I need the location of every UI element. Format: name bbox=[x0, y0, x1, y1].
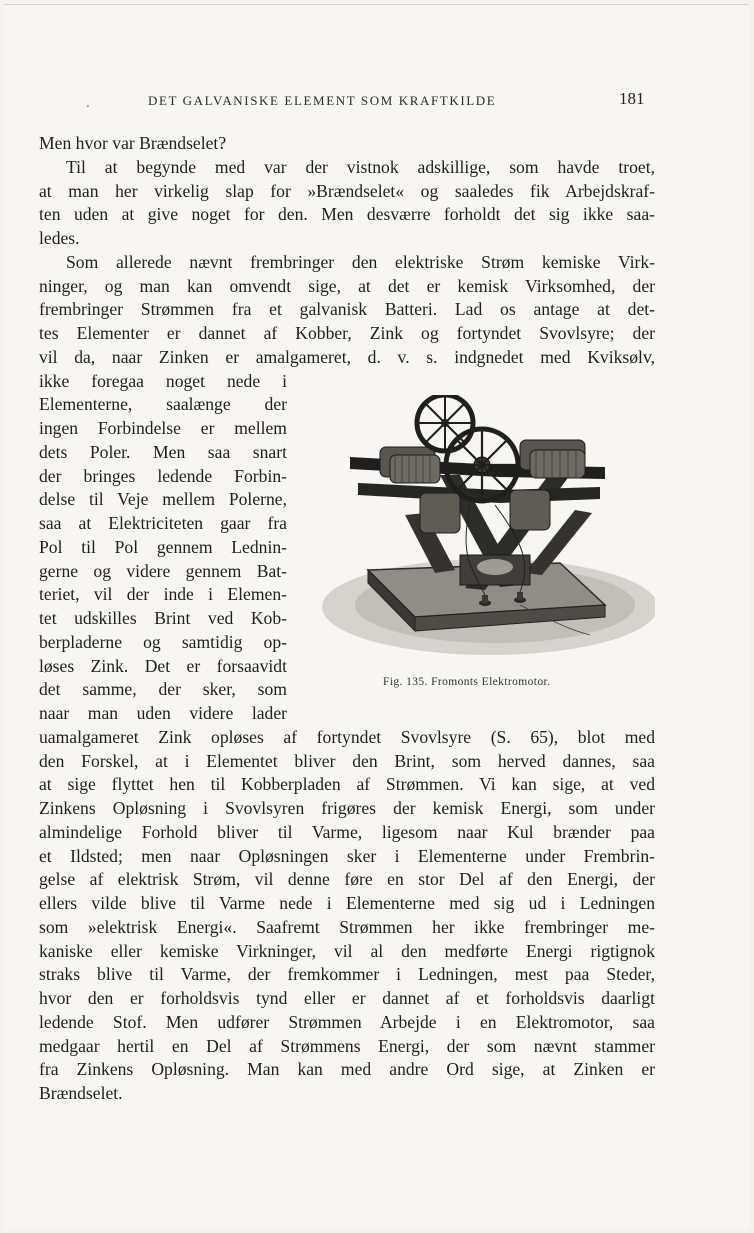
text-line: Som allerede nævnt frembringer den elektriske Strøm kemiske Virk- bbox=[66, 251, 655, 272]
text-line: saa at Elektriciteten gaar fra bbox=[39, 513, 287, 533]
text-line: naar man uden videre lader bbox=[39, 703, 287, 723]
page-number: 181 bbox=[619, 89, 645, 108]
text-line: ledes. bbox=[39, 228, 80, 248]
text-line: der bringes ledende Forbin- bbox=[39, 465, 287, 486]
text-line: gelse af elektrisk Strøm, vil denne føre en stor Del af den Energi, der bbox=[39, 869, 655, 890]
electromotor-illustration bbox=[320, 395, 655, 665]
text-line: Til at begynde med var der vistnok adskillige, som havde troet, bbox=[66, 156, 655, 177]
text-line: Elementerne, saalænge der bbox=[39, 394, 287, 415]
text-line: frembringer Strømmen fra et galvanisk Batteri. Lad os antage at det- bbox=[39, 299, 655, 320]
text-line: teriet, vil der inde i Elemen- bbox=[39, 584, 287, 605]
text-line: den Forskel, at i Elementet bliver den Brint, som herved dannes, saa bbox=[39, 750, 655, 771]
text-line: ikke foregaa noget nede i bbox=[39, 370, 287, 391]
text-line: dets Poler. Men saa snart bbox=[39, 441, 287, 462]
text-line: som »elektrisk Energi«. Saafremt Strømmen her ikke frembringer me- bbox=[39, 916, 655, 937]
text-line: Pol til Pol gennem Lednin- bbox=[39, 536, 287, 557]
header-mark: . bbox=[86, 96, 90, 110]
text-line: ninger, og man kan omvendt sige, at det er kemisk Virksomhed, der bbox=[39, 275, 655, 296]
text-line: delse til Veje mellem Polerne, bbox=[39, 489, 287, 510]
text-line: kaniske eller kemiske Virkninger, vil al den medførte Energi rigtignok bbox=[39, 940, 655, 961]
figure-caption: Fig. 135. Fromonts Elektromotor. bbox=[383, 676, 551, 688]
text-line: Men hvor var Brændselet? bbox=[39, 133, 227, 153]
text-line: Brændselet. bbox=[39, 1083, 123, 1103]
text-line: almindelige Forhold bliver til Varme, ligesom naar Kul brænder paa bbox=[39, 821, 655, 842]
text-line: straks blive til Varme, der fremkommer i Ledningen, mest paa Steder, bbox=[39, 964, 655, 985]
text-line: et Ildsted; men naar Opløsningen sker i Elementerne under Frembrin- bbox=[39, 845, 655, 866]
text-line: gerne og videre gennem Bat- bbox=[39, 560, 287, 581]
text-line: fra Zinkens Opløsning. Man kan med andre Ord sige, at Zinken er bbox=[39, 1059, 655, 1080]
text-line: hvor den er forholdsvis tynd eller er dannet af et forholdsvis daarligt bbox=[39, 988, 655, 1008]
text-line: det samme, der sker, som bbox=[39, 679, 287, 700]
text-line: vil da, naar Zinken er amalgameret, d. v. s. indgnedet med Kviksølv, bbox=[39, 346, 655, 367]
text-line: ten uden at give noget for den. Men desværre forholdt det sig ikke saa- bbox=[39, 204, 655, 225]
text-line: ellers vilde blive til Varme nede i Elementerne med sig ud i Ledningen bbox=[39, 893, 655, 913]
text-line: at man her virkelig slap for »Brændselet« og saaledes fik Arbejdskraf- bbox=[39, 180, 655, 201]
text-line: Zinkens Opløsning i Svovlsyren frigøres der kemisk Energi, som under bbox=[39, 798, 655, 818]
running-title: DET GALVANISKE ELEMENT SOM KRAFTKILDE bbox=[148, 93, 497, 108]
text-line: tes Elementer er dannet af Kobber, Zink og fortyndet Svovlsyre; der bbox=[39, 323, 655, 343]
text-line: at sige flyttet hen til Kobberpladen af Strømmen. Vi kan sige, at ved bbox=[39, 774, 655, 795]
text-line: medgaar hertil en Del af Strømmens Energi, der som nævnt stammer bbox=[39, 1035, 655, 1056]
text-line: ingen Forbindelse er mellem bbox=[39, 418, 287, 438]
text-line: tet udskilles Brint ved Kob- bbox=[39, 608, 287, 628]
text-line: løses Zink. Det er forsaavidt bbox=[39, 655, 287, 676]
text-line: ledende Stof. Men udfører Strømmen Arbejde i en Elektromotor, saa bbox=[39, 1011, 655, 1032]
text-line: berpladerne og samtidig op- bbox=[39, 631, 287, 652]
text-line: uamalgameret Zink opløses af fortyndet Svovlsyre (S. 65), blot med bbox=[39, 726, 655, 747]
